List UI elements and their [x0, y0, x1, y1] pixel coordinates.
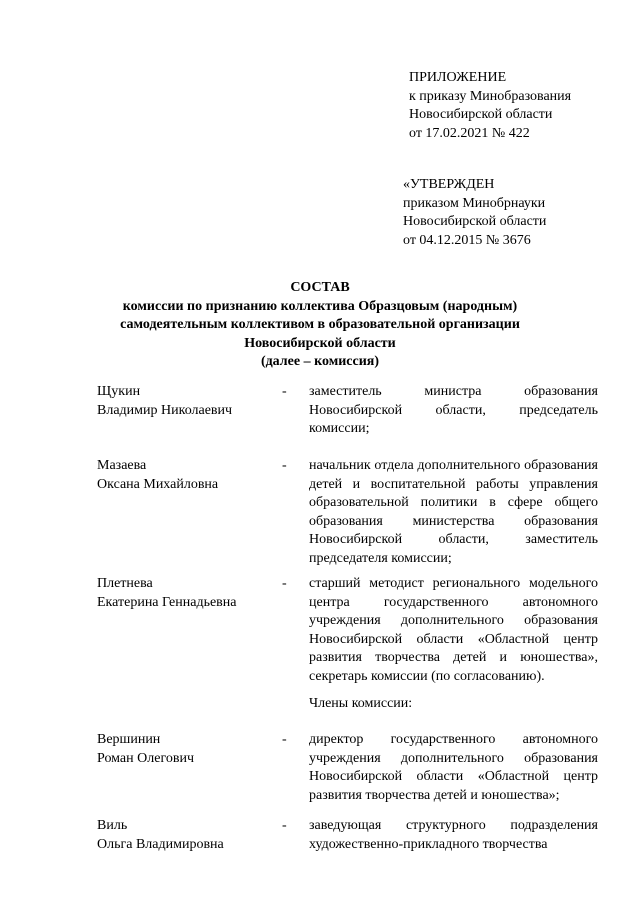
- member-surname: Мазаева: [97, 458, 147, 473]
- member-given-name: Екатерина Геннадьевна: [97, 594, 237, 610]
- member-dash: -: [282, 818, 287, 833]
- approved-line-4: от 04.12.2015 № 3676: [403, 232, 531, 248]
- appendix-line-3: Новосибирской области: [409, 107, 553, 122]
- member-name: [97, 731, 277, 768]
- title-line-4: Новосибирской области: [244, 335, 396, 351]
- member-given-name: Роман Олегович: [97, 750, 194, 766]
- title-line-1: СОСТАВ: [290, 280, 350, 295]
- member-role: директор государственного автономного учреждения дополнительного образования Новосибирской области «Областной центр развития творчества детей и юношества»;: [309, 732, 598, 803]
- member-given-name: Ольга Владимировна: [97, 836, 224, 852]
- approved-line-1: «УТВЕРЖДЕН: [403, 177, 495, 192]
- member-role: начальник отдела дополнительного образования детей и воспитательной работы управления образовательной политики в сфере общего образования министерства образования Новосибирской области, заместитель председателя комиссии;: [309, 458, 598, 566]
- member-surname: Щукин: [97, 384, 141, 399]
- member-surname: Плетнева: [97, 576, 153, 591]
- title-line-5: (далее – комиссия): [260, 354, 380, 369]
- appendix-line-1: ПРИЛОЖЕНИЕ: [409, 70, 507, 85]
- approved-block: [403, 176, 546, 250]
- title-line-2: комиссии по признанию коллектива Образцовым (народным): [122, 298, 518, 314]
- member-name: [97, 457, 277, 494]
- member-given-name: Владимир Николаевич: [97, 402, 233, 418]
- member-role: заведующая структурного подразделения художественно-прикладного творчества: [309, 818, 598, 852]
- member-given-name: Оксана Михайловна: [97, 476, 219, 492]
- members-heading: Члены комиссии:: [309, 696, 413, 711]
- document-title: [60, 279, 580, 372]
- member-surname: Вершинин: [97, 732, 161, 747]
- member-name: [97, 383, 277, 420]
- member-dash: -: [282, 576, 287, 591]
- approved-line-2: приказом Минобрнауки: [403, 195, 546, 211]
- appendix-block: [409, 69, 571, 143]
- title-line-3: самодеятельным коллективом в образовательной организации: [120, 317, 520, 332]
- member-dash: -: [282, 384, 287, 399]
- appendix-line-4: от 17.02.2021 № 422: [409, 125, 530, 141]
- appendix-line-2: к приказу Минобразования: [409, 88, 572, 104]
- approved-line-3: Новосибирской области: [403, 214, 547, 229]
- member-name: [97, 817, 277, 854]
- member-name: [97, 575, 277, 612]
- member-role: заместитель министра образования Новосибирской области, председатель комиссии;: [309, 384, 598, 436]
- member-role: старший методист регионального модельного центра государственного автономного учреждения дополнительного образования Новосибирской области «Областной центр развития творчества детей и юношества», секретарь комиссии (по согласованию).: [309, 576, 598, 684]
- member-surname: Виль: [97, 818, 128, 833]
- member-dash: -: [282, 732, 287, 747]
- member-dash: -: [282, 458, 287, 473]
